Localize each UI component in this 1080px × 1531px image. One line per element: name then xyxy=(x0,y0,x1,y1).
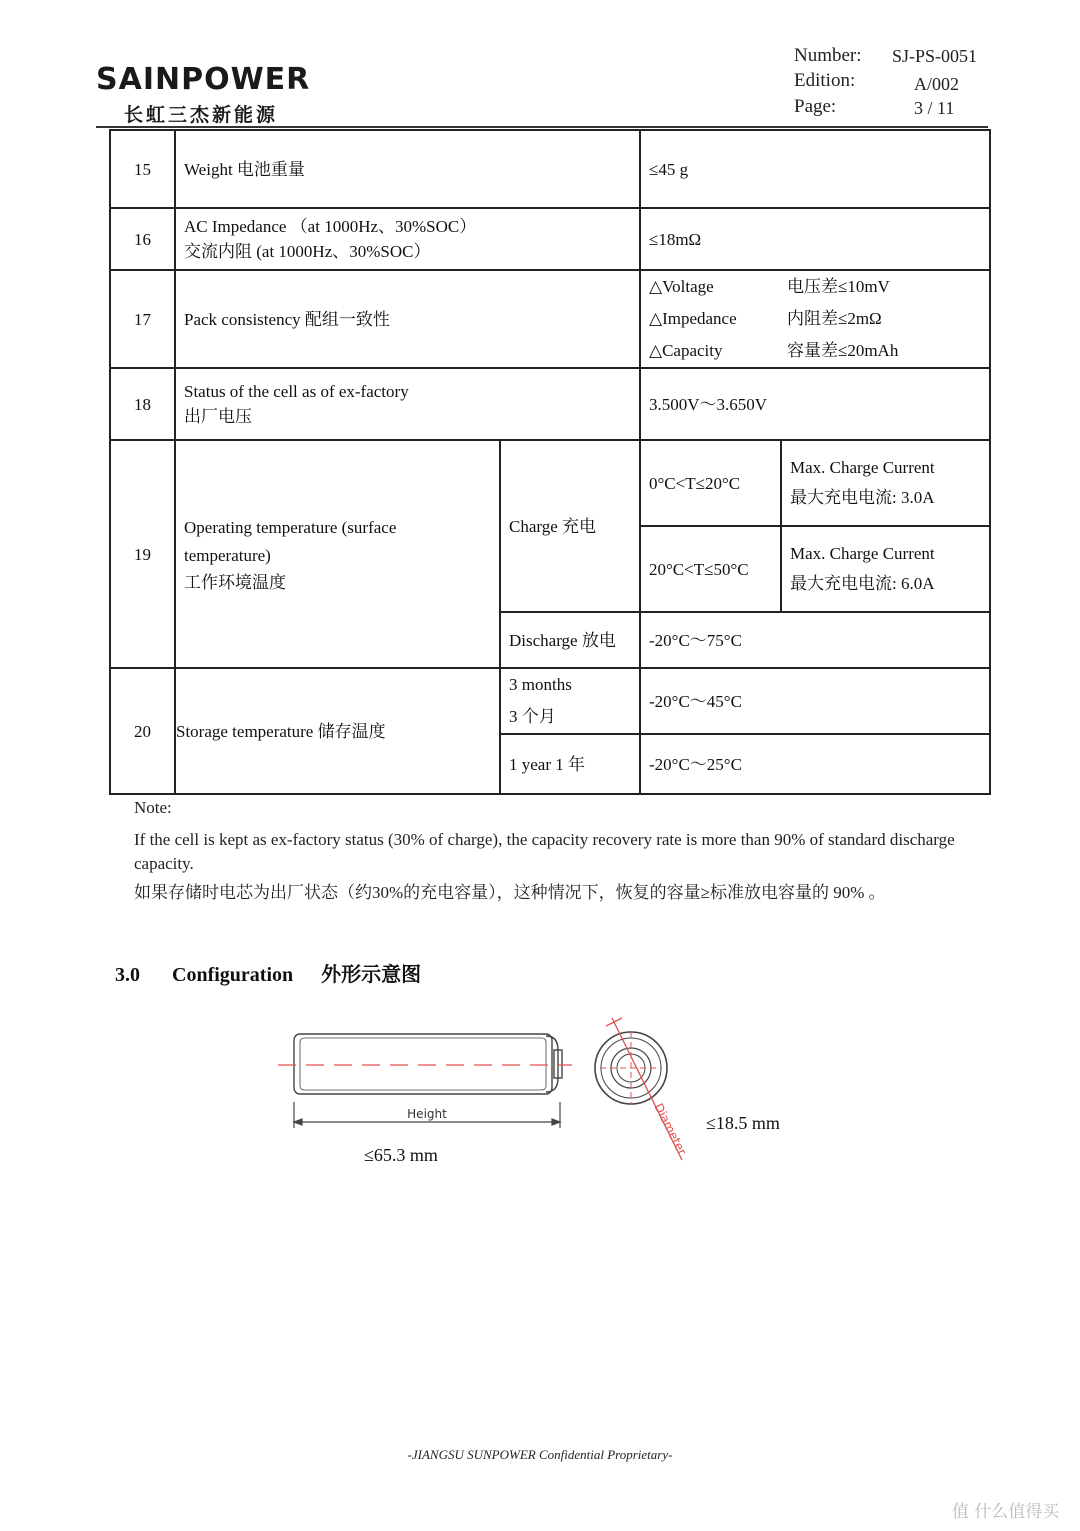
row-item-cn: 出厂电压 xyxy=(184,407,252,426)
spec-table xyxy=(109,129,991,795)
storage-period-2: 1 year 1 年 xyxy=(500,734,640,794)
section-number: 3.0 xyxy=(115,964,140,986)
table-row xyxy=(110,368,990,440)
number-value: SJ-PS-0051 xyxy=(892,46,978,66)
consistency-value: 电压差≤10mV xyxy=(787,277,890,296)
temp-range-2: 20°C<T≤50°C xyxy=(640,526,781,612)
row-value: 3.500V～3.650V xyxy=(640,368,990,440)
page-label: Page: xyxy=(794,96,837,117)
edition-value: A/002 xyxy=(914,74,959,94)
page-value: 3 / 11 xyxy=(914,98,955,118)
row-number: 20 xyxy=(110,668,175,794)
consistency-name: △Voltage xyxy=(649,277,714,296)
row-item-cn: 工作环境温度 xyxy=(184,572,286,592)
company-logo-en: SAINPOWER xyxy=(96,62,311,97)
row-value xyxy=(640,270,990,368)
discharge-value: -20°C～75°C xyxy=(640,612,990,668)
diameter-value: ≤18.5 mm xyxy=(706,1113,780,1133)
charge-current-en: Max. Charge Current xyxy=(790,544,935,563)
table-row xyxy=(110,130,990,208)
row-item: Pack consistency 配组一致性 xyxy=(175,270,640,368)
page-footer: -JIANGSU SUNPOWER Confidential Proprietary- xyxy=(407,1447,673,1462)
table-row xyxy=(110,668,990,734)
row-item-cn: 交流内阻 (at 1000Hz、30%SOC） xyxy=(184,242,431,261)
row-number: 16 xyxy=(110,208,175,270)
row-number: 17 xyxy=(110,270,175,368)
section-heading xyxy=(115,958,421,987)
number-label: Number: xyxy=(794,45,862,66)
row-item-en: AC Impedance （at 1000Hz、30%SOC） xyxy=(184,217,477,236)
diameter-label: Diameter xyxy=(651,1101,690,1158)
storage-period-cn: 3 个月 xyxy=(509,707,556,726)
row-item xyxy=(175,440,500,668)
edition-label: Edition: xyxy=(794,70,856,91)
cell-configuration-drawing xyxy=(270,1010,710,1180)
storage-period-1 xyxy=(500,668,640,734)
row-item xyxy=(175,208,640,270)
charge-current-en: Max. Charge Current xyxy=(790,458,935,477)
consistency-name: △Capacity xyxy=(649,341,723,360)
storage-value-1: -20°C～45°C xyxy=(640,668,990,734)
charge-label: Charge 充电 xyxy=(500,440,640,612)
cell-side-view xyxy=(294,1034,562,1094)
row-number: 15 xyxy=(110,130,175,208)
consistency-name: △Impedance xyxy=(649,309,737,328)
height-value: ≤65.3 mm xyxy=(364,1145,438,1165)
storage-value-2: -20°C～25°C xyxy=(640,734,990,794)
discharge-label: Discharge 放电 xyxy=(500,612,640,668)
company-logo-cn: 长虹三杰新能源 xyxy=(124,104,279,126)
row-number: 19 xyxy=(110,440,175,668)
table-row xyxy=(110,440,990,526)
row-value: ≤45 g xyxy=(640,130,990,208)
temp-range-1: 0°C<T≤20°C xyxy=(640,440,781,526)
consistency-value: 容量差≤20mAh xyxy=(787,341,899,360)
watermark: 值 什么值得买 xyxy=(952,1502,1060,1522)
note-cn: 如果存储时电芯为出厂状态（约30%的充电容量），这种情况下，恢复的容量≥标准放电容量的 90% 。 xyxy=(134,883,886,902)
row-item xyxy=(175,368,640,440)
storage-period-en: 3 months xyxy=(509,675,572,694)
row-item: Storage temperature 储存温度 xyxy=(175,668,500,794)
consistency-value: 内阻差≤2mΩ xyxy=(787,309,882,328)
row-item-en: Operating temperature (surface temperature) xyxy=(184,517,397,565)
table-row xyxy=(110,270,990,368)
charge-current-1 xyxy=(781,440,990,526)
charge-current-cn: 最大充电电流: 3.0A xyxy=(790,488,935,507)
note-en: If the cell is kept as ex-factory status (30% of charge), the capacity recovery rate is more than 90% of standard discharge capacity. xyxy=(134,830,955,873)
row-value: ≤18mΩ xyxy=(640,208,990,270)
row-item-en: Status of the cell as of ex-factory xyxy=(184,382,409,401)
row-number: 18 xyxy=(110,368,175,440)
section-title-en: Configuration xyxy=(172,964,294,986)
note-title: Note: xyxy=(134,798,172,817)
charge-current-cn: 最大充电电流: 6.0A xyxy=(790,574,935,593)
header-rule xyxy=(96,126,988,128)
table-row xyxy=(110,208,990,270)
height-label: Height xyxy=(407,1107,447,1121)
section-title-cn: 外形示意图 xyxy=(321,964,422,986)
row-item: Weight 电池重量 xyxy=(175,130,640,208)
charge-current-2 xyxy=(781,526,990,612)
